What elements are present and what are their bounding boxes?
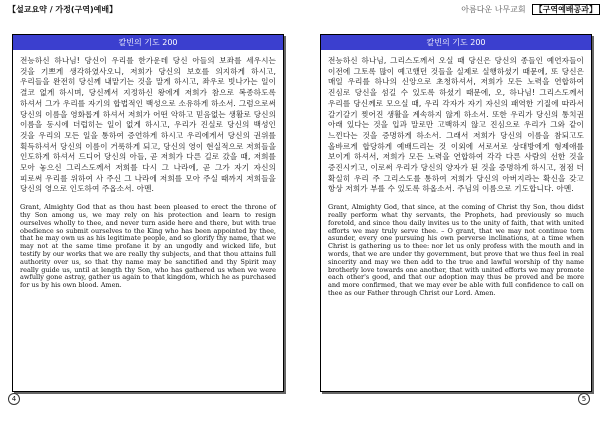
korean-prayer-left: 전능하신 하나님! 당신이 우리를 한가운데 당신 아들의 보좌를 세우시는 것을 기쁘게 생각하였사오니, 저희가 당신의 보호를 의지하게 하시고, 우리들을 완전히 당신께 내맡기는 것을 말게 하시고, 좌우로 빗나가는 일이 결코 없게 하시며, 당신께서 지정하신 왕에게 저희가 참으로 복종하도록 하셔서 그가 우리를 자기의 합법적인 백성으로 소유하게 하소서. 그럼으로써 당신의 이름을 영화롭게 하셔서 저희가 어떤 악하고 믿음없는 생활로 당신의 이름을 동시에 더럽히는 일이 없게 하시고, 우리가 진실로 당신의 백성인 것을 우리의 모든 일을 통하여 증언하게 하시고 우리에게서 당신의 권위를 획득하셔서 당신의 이름이 거룩하게 되고, 당신의 영이 현실적으로 저희들을 인도하게 하셔서 드디어 당신의 아들, 곧 저희가 다른 길로 갔을 때, 저희를 모아 놓으신 그리스도께서 저희를 다시 그 나라에, 곧 그가 자기 자신의 피로써 우리를 위하여 사 주신 그 나라에 저희를 모아 주실 때까지 저희들을 당신의 영으로 인도하여 주옵소서. 아멘. [20, 56, 276, 194]
page-number-left: 4 [8, 393, 20, 405]
right-header-label: 【구역예배공과】 [532, 4, 600, 15]
english-prayer-right: Grant, Almighty God, that since, at the coming of Christ thy Son, thou didst really perform what thy servants, the Prophets, had previously so much foretold, and since thou daily invites us to the unity of faith, that with united efforts we may truly serve thee. – O grant, that we may not continue torn asunder, every one pursuing his own perverse inclinations, at a time when Christ is gathering us to thee: nor let us only profess with the mouth and in words, that we are under thy government, but prove that we thus feel in real sincerity and may we then add to the true and lawful worship of thy name brotherly love towards one another, that with united efforts we may promote each other's good, and that our adoption may thus be proved and be more and more confirmed, that we may ever be able with full confidence to call on thee as our Father through Christ our Lord. Amen. [328, 203, 584, 297]
right-page [314, 0, 600, 424]
prayer-card-left [12, 34, 284, 392]
prayer-title-right: 칼빈의 기도 200 [321, 35, 591, 50]
right-header [461, 4, 600, 15]
left-header: 【설교요약 / 가정(구역)예배】 [8, 5, 118, 14]
left-page [6, 0, 292, 424]
church-name: 아름다운 나무교회 [461, 5, 526, 14]
prayer-title-left: 칼빈의 기도 200 [13, 35, 283, 50]
prayer-card-right [320, 34, 592, 392]
korean-prayer-right: 전능하신 하나님, 그리스도께서 오실 때 당신은 당신의 종들인 예언자들이 이전에 그토록 많이 예고했던 것들을 실제로 실행하셨기 때문에, 또 당신은 매일 우리를 하나의 신앙으로 초청하셔서, 저희가 모든 노력을 연합하여 진심로 당신을 섬길 수 있도록 하셨기 때문에, 오, 하나님! 그리스도께서 우리를 당신께로 모으실 때, 우리 각자가 자기 자신의 패역한 기질에 따라서 갈기갈기 찢어진 생활을 계속하지 않게 하소서. 또한 우리가 당신의 통치권 아래 있다는 것을 입과 말로만 고백하지 않고 진심으로 우리가 그와 같이 느낀다는 것을 증명하게 하소서. 그래서 저희가 당신의 이름을 참되고도 올바르게 합당하게 예배드리는 것 이외에 서로서로 상대방에게 형제애를 보이게 하셔서, 저희가 모든 노력을 연합하여 각각 다른 사람의 선한 것을 증진시키고, 이로써 우리가 당신의 양자가 된 것을 증명하게 하시고, 점점 더 확실히 우리 주 그리스도를 통하여 저희가 당신의 아버지라는 확신을 갖고 항상 저희가 부를 수 있도록 하옵소서. 주님의 이름으로 기도합니다. 아멘. [328, 56, 584, 194]
english-prayer-left: Grant, Almighty God that as thou hast been pleased to erect the throne of thy Son among us, we may rely on his protection and learn to resign ourselves wholly to thee, and never turn aside here and there, but with true obedience so submit ourselves to the King who has been appointed by thee, that he may own us as his legitimate people, and so glorify thy name, that we may not at the same time profane it by an ungodly and wicked life, but testify by our works that we are really thy subjects, and that thou attains full authority over us, so that thy name may be sanctified and thy Spirit may really guide us, until at length thy Son, who has gathered us when we were awfully gone astray, gather us again to that kingdom, which he as purchased for us by his own blood. Amen. [20, 203, 276, 290]
page-number-right: 5 [578, 393, 590, 405]
